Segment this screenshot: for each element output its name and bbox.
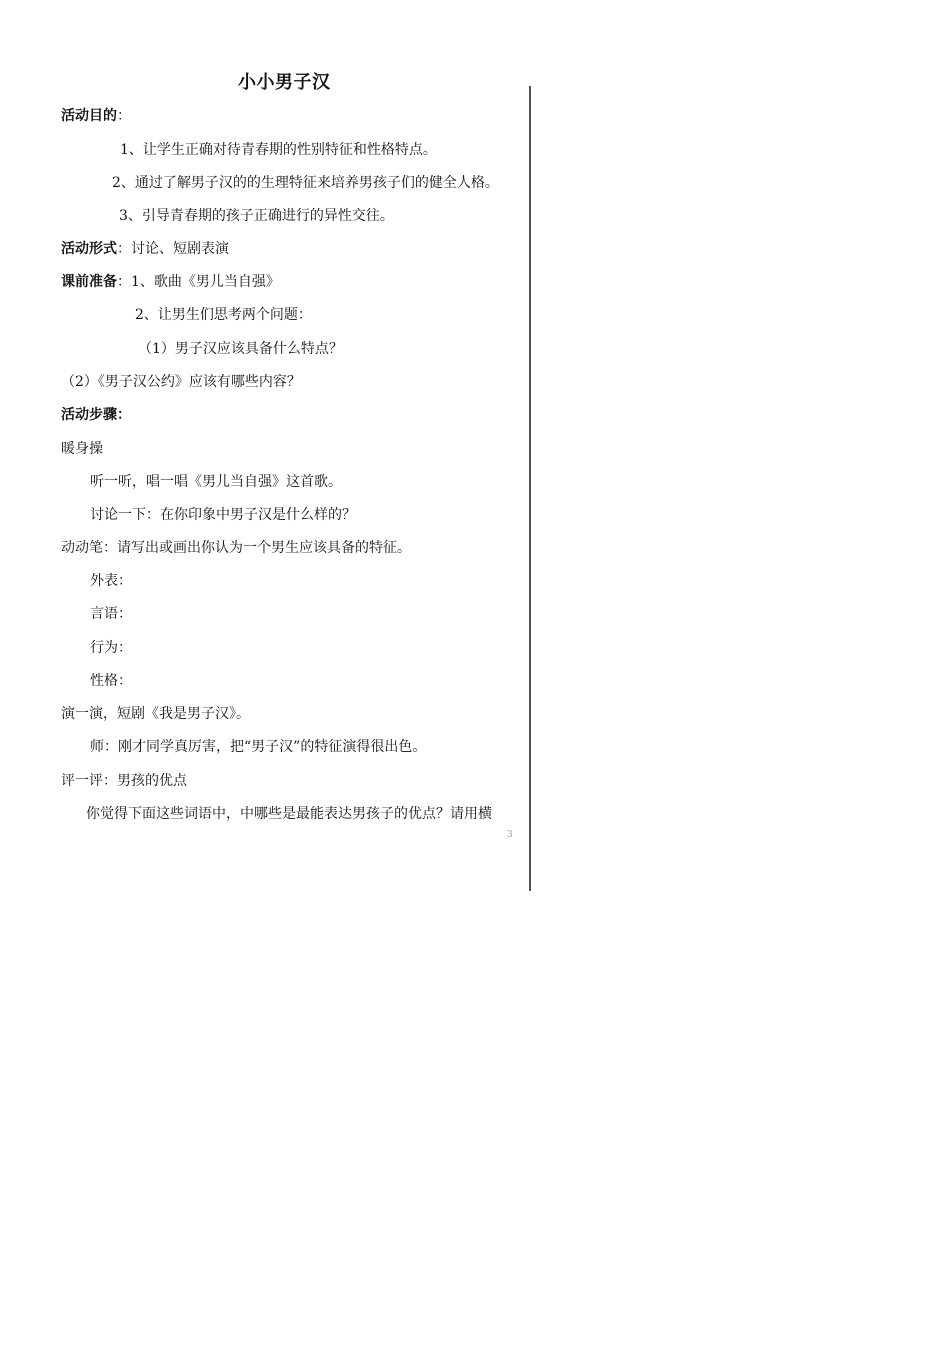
behavior-colon: ： <box>118 640 132 656</box>
steps-colon: ： <box>117 407 131 423</box>
purpose-colon: ： <box>117 108 131 124</box>
behavior-line <box>90 638 132 658</box>
steps-heading <box>61 405 131 425</box>
form-text: ：讨论、短剧表演 <box>117 241 229 257</box>
form-label: 活动形式 <box>61 241 117 257</box>
question-1: （1）男子汉应该具备什么特点？ <box>138 341 343 357</box>
prep-label: 课前准备 <box>61 274 117 290</box>
prep-text: ：1、歌曲《男儿当自强》 <box>117 274 280 290</box>
purpose-label: 活动目的 <box>61 108 117 124</box>
page-number: 3 <box>507 830 513 840</box>
last-line: 你觉得下面这些词语中，中哪些是最能表达男孩子的优点？请用横 <box>86 806 492 822</box>
steps-label: 活动步骤 <box>61 407 117 423</box>
prep-line <box>61 272 280 292</box>
form-line <box>61 239 229 259</box>
teacher-line: 师：刚才同学真厉害，把“男子汉”的特征演得很出色。 <box>90 739 427 755</box>
behavior-label: 行为 <box>90 640 118 656</box>
purpose-item-3: 3、引导青春期的孩子正确进行的异性交往。 <box>119 208 394 224</box>
speech-line: 言语： <box>90 606 132 622</box>
character-line: 性格： <box>90 673 132 689</box>
purpose-heading <box>61 106 131 126</box>
write-line: 动动笔：请写出或画出你认为一个男生应该具备的特征。 <box>61 540 411 556</box>
purpose-item-2: 2、通过了解男子汉的的生理特征来培养男孩子们的健全人格。 <box>112 175 499 191</box>
page-title: 小小男子汉 <box>238 72 331 93</box>
act-line: 演一演，短剧《我是男子汉》。 <box>61 706 250 722</box>
discuss-line: 讨论一下：在你印象中男子汉是什么样的？ <box>90 507 356 523</box>
vertical-divider <box>529 86 531 891</box>
listen-line: 听一听，唱一唱《男儿当自强》这首歌。 <box>90 474 342 490</box>
appearance-line: 外表： <box>90 573 132 589</box>
evaluate-line: 评一评：男孩的优点 <box>61 773 187 789</box>
question-2: （2）《男子汉公约》应该有哪些内容？ <box>61 374 301 390</box>
warmup-line: 暖身操 <box>61 441 103 457</box>
prep-item-2: 2、让男生们思考两个问题： <box>135 307 312 323</box>
purpose-item-1: 1、让学生正确对待青春期的性别特征和性格特点。 <box>120 142 437 158</box>
